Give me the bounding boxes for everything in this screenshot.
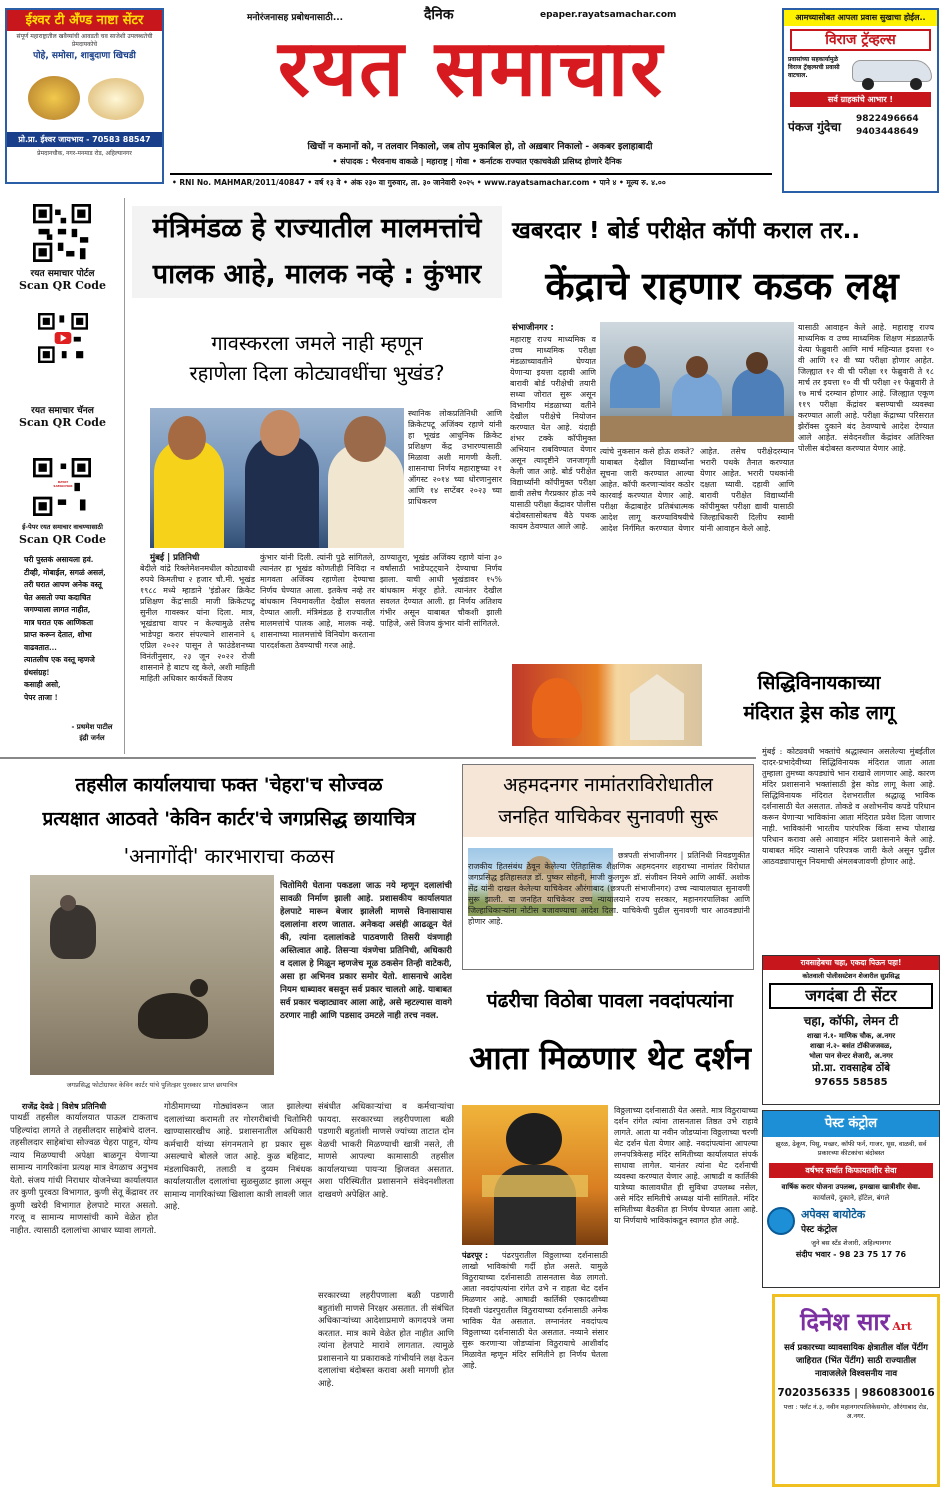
story6-dateline: पंढरपूर : (462, 1251, 489, 1260)
story5-headline-line1: अहमदनगर नामांतराविरोधातील (503, 774, 713, 796)
ad-top: आमच्यासोबत आपला प्रवास सुखाचा होईल.. (784, 10, 937, 26)
ad3-art: Art (892, 1320, 912, 1333)
story2-kicker: खबरदार ! बोर्ड परीक्षेत कॉपी कराल तर.. (512, 218, 861, 244)
story2-dateline: संभाजीनगर : (512, 323, 554, 333)
story4-subhead: 'अनागोंदी' कारभाराचा कळस (123, 844, 335, 868)
paper-title: रयत समाचार (278, 24, 664, 114)
qr3-logo: RAYAT SAMACHAR (53, 480, 73, 488)
daily-label: दैनिक (424, 7, 454, 23)
ad1-branch1: शाखा नं.१- माणिक चौक, अ.नगर (806, 1032, 896, 1040)
info-line: • RNI No. MAHMAR/2011/40847 • वर्ष १३ वे • अंक २३० वा गुरुवार, ता. ३० जानेवारी २०२५ • www.rayatsamachar.com • पाने ४ • मूल्य रु. ४.०० (172, 178, 666, 187)
qr2-label: रयत समाचार चॅनल (31, 406, 94, 416)
sidebar-poem: घरी पुस्तकं असायला हवं. टीव्ही, मोबाईल, सगळं असलं, तरी घरात आपण अनेक वस्तू घेत असतो ज्या कदाचित जगण्याला लागत नाहीत, मात्र घरात एक आणिकता प्राप्त करून देतात, शोभा वाढवतात... त्यातलीच एक वस्तू म्हणजे ग्रंथसंग्रह! कसाही असो, पेपर ताजा ! (24, 555, 106, 702)
story2-headline: केंद्राचे राहणार कडक लक्ष (545, 264, 899, 308)
story2-col3: यासाठी आवाहन केले आहे. महाराष्ट्र राज्य माध्यमिक व उच्च माध्यमिक शिक्षण मंडळातर्फे येत्या फेब्रुवारी आणि मार्च महिन्यात इयत्ता १० वी आणि १२ वी च्या परीक्षा होणार आहेत. जिल्ह्यात १२ वी ची परीक्षा ११ फेब्रुवारी ते १८ मार्च तर इयत्ता १० वी ची परीक्षा २१ फेब्रुवारी ते १७ मार्च दरम्यान होणार आहे. जिल्ह्यात एकूण ११९ परीक्षा केंद्रांवर बसण्याची व्यवस्था करण्यात आली आहे. परीक्षा केंद्राच्या परिसरात झेरॉक्स दुकाने बंद ठेवण्याचे आदेश देण्यात आले आहेत. संवेदनशील केंद्रांवर अतिरिक्त पोलीस बंदोबस्त करण्यात येणार आहे. (798, 323, 934, 453)
ad2-phone[interactable]: संदीप भवार - 98 23 75 17 76 (795, 1250, 907, 1259)
qr1-scan: Scan QR Code (19, 279, 106, 292)
story3-headline-line2: मंदिरात ड्रेस कोड लागू (743, 702, 895, 724)
ad-items: पोहे, समोसा, शाबुदाणा खिचडी (33, 51, 136, 61)
story6-headline2: आता मिळणार थेट दर्शन (469, 1039, 751, 1077)
photo-caption: जगप्रसिद्ध फोटोग्राफर केविन कार्टर यांचे पुलित्झर पुरस्कार प्राप्त छायाचित्र (66, 1081, 238, 1089)
story4-col3: संबंधीत अधिकाऱ्यांचा व कर्मचाऱ्यांचा फायदा. सरकारच्या लहरीपणाला बळी पडणारी बहुतांशी माणसे ज्यांच्या ताटात दोन वेळची भाकरी मिळण्याची खात्री नसते, ती माणसे आपल्या कामासाठी तहसील कार्यालयाच्या पायऱ्या झिजवत असतात. अशा परिस्थितीत प्रशासनाने संवेदनशीलता दाखवणे अपेक्षित आहे. (318, 1102, 454, 1200)
ad1-branch3: भोला पान सेन्टर शेजारी, अ.नगर (809, 1052, 893, 1060)
ad-welcome: सर्व ग्राहकांचे आभार ! (790, 92, 931, 107)
ad-phone1[interactable]: 9822496664 (856, 114, 919, 124)
story1-headline (132, 206, 502, 298)
ad1-sub: कोतवाली पोलीसस्टेशन शेजारील सुप्रसिद्ध (802, 972, 900, 980)
ad2-title: पेस्ट कंट्रोल (763, 1111, 939, 1137)
story1-sub-line1: गावस्करला जमले नाही म्हणून (211, 331, 423, 355)
sidebar (0, 198, 125, 754)
tagline: मनोरंजनासह प्रबोधनासाठी... (247, 13, 344, 23)
qr3-scan: Scan QR Code (19, 533, 106, 546)
story5-headline (463, 765, 753, 837)
exam-hall-photo (600, 322, 794, 442)
story6-col1: पंढरपुरातील विठ्ठलाच्या दर्शनासाठी लाखो भाविकांची गर्दी होत असते. यामुळे विठुरायाच्या दर्शनासाठी तासनतास वेळ लागतो. आता नवदांपत्यांना रांगेत उभे न राहता थेट दर्शन मिळणार आहे. आषाढी कार्तिकी एकादशीच्या दिवशी पंढरपुरातील विठुरायाच्या दर्शनासाठी अनेक भाविक येत असतात. लग्नानंतर नवदांपत्य विठ्ठलाच्या दर्शनासाठी येत असतात. नव्याने संसार सुरू करणाऱ्या जोडप्यांना विठुरायाचे आशीर्वाद मिळावेत म्हणून मंदिर समितीने हा निर्णय घेतला आहे. (462, 1251, 608, 1370)
section-rule (0, 757, 756, 759)
story1-col1: बेदीले वांद्रे रिक्लेमेशनमधील कोट्यावधी रुपये किमतीचा २ हजार चौ.मी. भूखंड १९८८ मध्ये म्हाडाने 'इंडोअर क्रिकेट प्रशिक्षण केंद्र'साठी माजी क्रिकेटपटू सुनील गावस्कर यांना दिला. मात्र, भूखंडाचा वापर न केल्यामुळे तसेच भाडेपट्टा करार संपल्याने शासनाने ६ एप्रिल २०२२ पासून ते फाउंडेशनच्या विनंतीनुसार, २३ जून २०२२ रोजी शासनाने हे बाटप रद्द केले, अशी माहिती माहिती अधिकार कार्यकर्ते विजय (140, 564, 255, 683)
ad2-note: कार्यालये, दुकाने, हॉटेल, बंगले (812, 1194, 890, 1202)
ad2-name2: पेस्ट कंट्रोल (801, 1225, 838, 1235)
ad-phone2[interactable]: 9403448649 (856, 127, 919, 137)
ad1-owner: प्रो.प्रा. रावसाहेब ठोंबे (812, 1063, 890, 1074)
story1-headline-line2: पालक आहे, मालक नव्हे : कुंभार (152, 259, 482, 290)
story1-col2: कुंभार यांनी दिली. त्यांनी पुढे सांगितले, त्यानंतर हा भूखंड कोणतीही निविदा न मागवता अजिंक्य रहाणेला देण्याचा निर्णय घेण्यात आला. इतकेच नव्हे तर बांधकाम नियमावलीत देखील सवलत देण्यात आली. मंत्रिमंडळ हे राज्यातील मालमत्तांचे पालक आहे, मालक नव्हे. शासनाच्या मालमत्तांचे विनियोग करताना पारदर्शकता ठेवण्याची गरज आहे. (260, 553, 375, 650)
ad-contact: प्रो.प्रा. ईश्वर जायभाय - 70583 88547 (7, 132, 162, 147)
story1-headline-line1: मंत्रिमंडळ हे राज्यातील मालमत्तांचे (152, 213, 482, 244)
masthead-rule (170, 173, 772, 175)
story2-col1: महाराष्ट्र राज्य माध्यमिक व उच्च माध्यमिक परीक्षा मंडळाच्यावतीने घेण्यात येणाऱ्या इयत्ता दहावी आणि बारावी बोर्ड परीक्षेची तयारी सध्या जोरात सुरू असून विभागीय मंडळाच्या वतीने देखील परीक्षेचे नियोजन करण्यात येत आहे. यंदाही शंभर टक्के कॉपीमुक्त अभियान राबविण्यात येणार असून त्यादृष्टीने जनजागृती केली जात आहे. बोर्ड परीक्षेत विद्यार्थ्यांनी कॉपीमुक्त परीक्षा द्यावी तसेच गैरप्रकार होऊ नये यासाठी परीक्षा केंद्रावर पोलीस बंदोबस्तासोबतच बैठे पथक कायम ठेवण्यात आले आहे. (510, 335, 596, 531)
qr3-label: ई-पेपर रयत समाचार वाचण्यासाठी (22, 523, 103, 531)
poem-author: - प्रथमेश पाटील इंद्री जर्नल (71, 723, 113, 742)
ad2-desc: झुरळ, ढेकूण, पिसू, मच्छर, कॉफी फर्न, गाजर, घूस, वाळवी, सर्व प्रकारच्या कीटकांचा बंदोबस्त (775, 1140, 927, 1157)
epaper-url[interactable]: epaper.rayatsamachar.com (540, 10, 677, 20)
story3-headline-line1: सिद्धिविनायकाच्या (757, 672, 881, 694)
ad-address: प्रेमदानचौक, नगर-मनमाड रोड, अहिल्यानगर (37, 150, 132, 157)
ad2-addr: जुने बस स्टँड शेजारी, अहिल्यानगर (811, 1239, 891, 1247)
kevin-carter-photo (30, 875, 274, 1075)
story4-col2: गोठीमागच्या गोठ्यांवरून जात झालेल्या दलालांच्या करामती तर गोरगरीबांची चितोमिरी खाण्यासारखीच आहे. प्रशासनातील अधिकारी कर्मचारी यांच्या संगनमताने हा प्रकार सुरू असल्याचे बोलले जात आहे. कुळ बहिवाट, मंडलाधिकारी, तलाठी व दुय्यम निबंधक कार्यालयातील दलालांचा सुळसुळाट झाला असून सामान्य नागरिकांच्या खिशाला कात्री लावली जात आहे. (164, 1102, 312, 1212)
cricket-photo (150, 408, 404, 548)
ad1-branch2: शाखा नं.२- बसंत टॉकीजजवळ, (809, 1042, 893, 1050)
qr-code-portal[interactable] (33, 204, 91, 262)
story4-box-text: चितोमिरी घेताना पकडला जाऊ नये म्हणून दलालांची सावळी निर्माण झाली आहे. प्रशासकीय कार्यालयात हेलपाटे मारून बेजार झालेली माणसे विनासायास दलालांना शरण जातात. अनेकदा असंही आढळून येतं की, त्यांना दलालांकडे पाठवणारी तिसरी यंत्रणाही अस्तित्वात आहे. तिसऱ्या यंत्रणेचा प्रतिनिधी, अधिकारी व दलाल हे मिळून म्हणजेच मूळ ठकसेन तिन्ही वाटेकरी, असा हा अभिनव प्रकार समोर येतो. शासनाचे आदेश नियम धाब्यावर बसवून सर्व प्रकार चालतो आहे. याबाबत सर्व प्रकार चव्हाट्यावर आला आहे, असे म्हटल्यास वावगे ठरणार नाही आणि पडसाद उमटले नाही तरच नवल. (280, 881, 452, 1021)
ad-name: विराज ट्रॅव्हल्स (790, 29, 931, 51)
siddhivinayak-photo (512, 664, 702, 746)
ad-desc: प्रवासांच्या सहकार्यामुळे विराज ट्रॅव्हल्सची प्रवासी वाटचाल. (788, 56, 840, 79)
motto: खिचों न कमानों को, न तलवार निकालो, जब तोप मुकाबिल हो, तो अख़बार निकालो - अकबर इलाहाबादी (307, 142, 653, 152)
apex-logo-icon (767, 1207, 795, 1235)
story4-headline-line1: तहसील कार्यालयाचा फक्त 'चेहरा'च सोज्वळ (75, 774, 383, 796)
ad1-top: रावसाहेबचा चहा, एकदा पिऊन पहा! (763, 956, 939, 970)
jagdamba-tea-ad[interactable] (762, 955, 940, 1105)
story6-col2: विठ्ठलाच्या दर्शनासाठी येत असते. मात्र विठुरायाच्या दर्शन रांगेत त्यांना तासनतास तिष्ठत उभे राहावे लागते. आता या नवीन जोडप्यांना विठ्ठलाच्या चरणी थेट दर्शन घेता येणार आहे. नवदांपत्यांना आपल्या लग्नपत्रिकेसह मंदिर समितीच्या कार्यालयात संपर्क साधावा लागेल. यानंतर त्यांना थेट दर्शनाची व्यवस्था करण्यात येणार आहे. आषाढी व कार्तिकी यात्रेच्या कालावधीत ही सुविधा उपलब्ध नसेल, असे मंदिर समितीचे अध्यक्ष यांनी सांगितले. मंदिर समितीच्या बैठकीत हा निर्णय घेण्यात आला आहे. या निर्णयाचे भाविकांकडून स्वागत होत आहे. (614, 1106, 758, 1225)
viraj-travels-ad[interactable] (782, 8, 939, 193)
story2-col2: त्यांचे नुकसान कसे होऊ शकते? याबाबत देखील विद्यार्थ्यांना सूचना जारी करण्यात आल्या आहेत. कॉपी करणाऱ्यांवर कठोर कारवाई करण्यात येणार आहे. परीक्षा केंद्राबाहेर प्रतिबंधात्मक आदेश लागू करण्याविषयीचे आदेश निर्गमित करण्यात येणार आहेत. तसेच परीक्षेदरम्यान भरारी पथके तैनात करण्यात येणार आहेत. भरारी पथकांनी दक्षता घ्यावी. दहावी आणि बारावी परीक्षेत विद्यार्थ्यांनी कॉपीमुक्त परीक्षा द्यावी यासाठी जिल्हाधिकारी दिलीप स्वामी यांनी आवाहन केले आहे. (600, 447, 794, 533)
story5-headline-line2: जनहित याचिकेवर सुनावणी सुरू (498, 806, 718, 828)
ad1-phone[interactable]: 97655 58585 (814, 1077, 888, 1088)
story1-side-text: स्थानिक लोकप्रतिनिधी आणि क्रिकेटपटू अजिंक्य रहाणे यांनी हा भूखंड आधुनिक क्रिकेट प्रशिक्षण केंद्र उभारण्यासाठी मिळावा अशी मागणी केली. शासनाचा निर्णय महाराष्ट्रच्या २१ ऑगस्ट २०१४ च्या धोरणानुसार आणि १४ सप्टेंबर २०२३ च्या प्राधिकरण (408, 409, 502, 506)
ad3-desc: सर्व प्रकारच्या व्यावसायिक क्षेत्रातील वॉल पेंटींग जाहिरात (भिंत पेंटींग) साठी राज्यातील नावाजलेले विश्वसनीय नाव (784, 1343, 928, 1379)
editor-line: • संपादक : भैरवनाथ वाकळे | महाराष्ट्र | गोवा • कर्नाटक राज्यात एकाचवेळी प्रसिध्द होणारे दैनिक (332, 157, 622, 166)
story4-col4: सरकारच्या लहरीपणाला बळी पडणारी बहुतांशी माणसे निरक्षर असतात. ती संबंधित अधिकाऱ्यांच्या आदेशाप्रमाणे कागदपत्रे जमा करतात. मात्र कामे वेळेत होत नाहीत आणि त्यांना हेलपाटे मारावे लागतात. त्यामुळे प्रशासनाने या प्रकाराकडे गांभीर्याने लक्ष देऊन दलालांचा बंदोबस्त करावा अशी मागणी होत आहे. (318, 1291, 454, 1389)
apex-pest-control-ad[interactable] (762, 1110, 940, 1288)
ad3-addr: पत्ता : फ्लॅट नं.३, नवीन महानगरपालिकेसमोर, औरंगाबाद रोड, अ.नगर. (783, 1403, 929, 1420)
story1-sub-line2: रहाणेला दिला कोट्यावधींचा भुखंड? (189, 361, 445, 385)
story4-col1: पाथर्डी तहसील कार्यालयात पाऊल टाकताच पहिल्यांदा लागते ते तहसीलदार साहेबांचे दालन. तहसीलदार साहेबांचा सोज्वळ चेहरा पाहून, योग्य न्याय मिळण्याची अपेक्षा बाळगून येणाऱ्या सामान्य नागरिकांना प्रत्यक्ष मात्र वेगळाच अनुभव येतो. संजय गांधी निराधार योजनेच्या कार्यालयात तर कुणी पुरवठा विभागात, कुणी सेतू केंद्रावर तर कुणी खरेदी विभागात हेलपाटे मारत असतो. गरजू व सामान्य माणसांची कामे वेळेत होत नाहीत. त्यासाठी दलालांचा आधार घ्यावा लागतो. (10, 1113, 158, 1236)
ad-person: पंकज गुंदेचा (788, 119, 841, 134)
story1-dateline: मुंबई | प्रतिनिधी (150, 553, 200, 563)
story4-dateline: राजेंद्र देवढे | विशेष प्रतिनिधी (22, 1102, 107, 1111)
story5-text: छत्रपती संभाजीनगर | प्रतिनिधी निवडणुकीत राजकीय हितसंबंध ठेवून केलेल्या ऐतिहासिक शैक्षणिक अहमदनगर शहराच्या नामांतर विरोधात जगप्रसिद्ध इतिहासतज्ञ डॉ. पुष्कर सोहनी, माजी कुलगुरू डॉ. संजीवन नियमे आणि आर्की. अशोक सेंद्र यांनी दाखल केलेल्या याचिकेवर औरंगाबाद (छत्रपती संभाजीनगर) उच्च न्यायालयात सुनावणी सुरू झाली. या जनहित याचिकेवर उच्च न्यायालयाने राज्य सरकार, महानगरपालिका आणि जिल्हाधिकाऱ्यांना नोटीस बजावण्याचा आदेश दिला. याचिकेची पुढील सुनावणी चार आठवड्यांनी होणार आहे. (468, 851, 750, 926)
qr-code-epaper[interactable] (33, 458, 91, 516)
ad-title: ईश्वर टी अँण्ड नाष्टा सेंटर (7, 10, 162, 31)
car-icon (784, 54, 937, 90)
ad3-name: दिनेश सार (800, 1308, 890, 1336)
ishwar-tea-ad[interactable] (5, 8, 164, 184)
dinesh-art-ad[interactable] (772, 1294, 940, 1487)
vitthal-idol-photo (462, 1105, 608, 1245)
story6-headline1: पंढरीचा विठोबा पावला नवदांपत्यांना (486, 990, 734, 1012)
story1-col3: ठाण्यातुरा, भूखंड अजिंक्य रहाणे यांना ३० वर्षांसाठी भाडेपट्ट्याने देण्याचा निर्णय झाला. याची आधी भूखंडावर १५% बांधकाम मंजूर होते. त्यानंतर देखील सवलत देण्यात आली. हा निर्णय अतिशय गंभीर असून याबाबत चौकशी झाली पाहिजे, असे विजय कुंभार यांनी सांगितले. (380, 553, 502, 628)
ad-desc: संपूर्ण महाराष्ट्रातील खवैय्यांची आवडती चव साजेशी उपलब्धतेची प्रेमदायकोचे (16, 33, 153, 48)
story3-headline (705, 668, 933, 728)
ad3-phone[interactable]: 7020356335 | 9860830016 (777, 1387, 935, 1399)
ad2-highlight: वर्षभर सर्वात किफायतशीर सेवा (769, 1163, 933, 1178)
qr-code-channel[interactable] (38, 313, 88, 363)
ad1-items: चहा, कॉफी, लेमन टी (803, 1014, 899, 1028)
ad1-name: जगदंबा टी सेंटर (769, 983, 933, 1009)
story4-headline-line2: प्रत्यक्षात आठवते 'केविन कार्टर'चे जगप्रसिद्ध छायाचित्र (42, 808, 416, 830)
story1-subhead (132, 328, 502, 388)
story3-text: मुंबई : कोट्यवधी भक्तांचे श्रद्धास्थान असलेल्या मुंबईतील दादर-प्रभादेवीच्या सिद्धिविनायक मंदिरात जाता आता तुम्हाला तुमच्या कपड्यांचे भान राखावे लागणार आहे. कारण मंदिर प्रशासनाने भक्तांसाठी ड्रेस कोड लागू केला आहे. सिद्धिविनायक मंदिरात देशभरातील श्रद्धाळू भाविक दर्शनासाठी येत असतात. तोकडे व अशोभनीय कपडे परिधान करून येणाऱ्या भाविकांना आता मंदिरात प्रवेश दिला जाणार नाही. भाविकांनी भारतीय पारंपरिक किंवा सभ्य पोशाख परिधान करावा असे आवाहन मंदिर प्रशासनाने केले आहे. याबाबत मंदिर न्यासाने परिपत्रक जारी केले असून पुढील आठवड्यापासून नियमाची अंमलबजावणी होणार आहे. (762, 747, 935, 866)
story4-headline (6, 768, 452, 836)
qr1-label: रयत समाचार पोर्टल (30, 269, 95, 279)
ad2-name: अपेक्स बायोटेक (801, 1208, 866, 1221)
qr2-scan: Scan QR Code (19, 416, 106, 429)
food-plate-icon (20, 66, 150, 128)
ad2-contract: वार्षिक करार योजना उपलब्ध, हमखास खात्रीशीर सेवा. (781, 1183, 921, 1191)
